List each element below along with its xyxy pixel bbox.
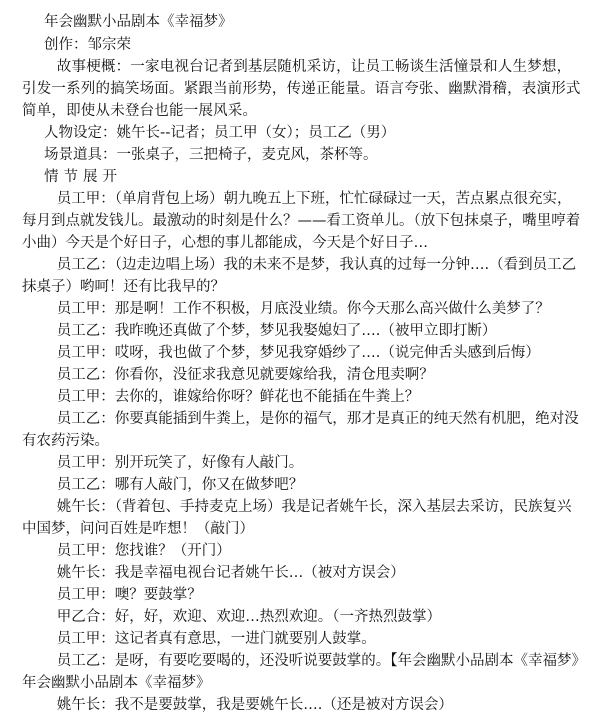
line-text: 你要真能插到牛粪上，是你的福气，那才是真正的纯天然有机肥，绝对没有农药污染。: [22, 411, 579, 449]
dialogue-line: [22, 694, 582, 716]
line-text: 我是幸福电视台记者姚午长…（被对方误会）: [114, 565, 405, 581]
speaker: 员工乙 ：: [57, 653, 115, 669]
dialogue-line: [22, 496, 582, 540]
dialogue-line: [22, 254, 582, 298]
line-text: 别开玩笑了，好像有人敲门。: [114, 455, 304, 471]
line-text: （边走边唱上场）我的未来不是梦，我认真的过每一分钟….（看到员工乙抹桌子）哟呵！还有比我早的？: [22, 257, 577, 295]
dialogue-line: [22, 562, 582, 584]
author-name: 邹宗荣: [87, 37, 131, 53]
speaker: 员工甲 ：: [57, 455, 115, 471]
speaker: 员工乙 ：: [57, 257, 115, 273]
speaker: 员工甲 ：: [57, 587, 115, 603]
speaker: 姚午长 ：: [57, 499, 115, 515]
dialogue-line: [22, 606, 582, 628]
line-text: （单肩背包上场）朝九晚五上下班，忙忙碌碌过一天，苦点累点很充实，每月到点就发钱儿。最激动的时刻是什么？——看工资单儿。（放下包抹桌子，嘴里哼着小曲）今天是个好日子，心想的事儿都能成，今天是个好日子…: [22, 191, 581, 251]
author-line: [22, 34, 582, 56]
dialogue: [22, 188, 582, 716]
line-text: 是呀，有要吃要喝的，还没听说要鼓掌的。【年会幽默小品剧本《幸福梦》年会幽默小品剧本《幸福梦》: [22, 653, 579, 691]
speaker: 姚午长 ：: [57, 697, 115, 713]
author-label: 创作：: [44, 37, 88, 53]
line-text: 好，好，欢迎、欢迎…热烈欢迎。（一齐热烈鼓掌）: [114, 609, 442, 625]
speaker: 员工甲 ：: [57, 389, 115, 405]
dialogue-line: [22, 342, 582, 364]
section-heading: 情节展开: [44, 169, 122, 185]
props-line: 场景道具：一张桌子，三把椅子，麦克风，茶杯等。: [44, 147, 378, 163]
dialogue-line: [22, 298, 582, 320]
speaker: 员工乙 ：: [57, 477, 115, 493]
speaker: 员工甲 ：: [57, 301, 115, 317]
speaker: 姚午长 ：: [57, 565, 115, 581]
speaker: 员工甲 ：: [57, 631, 115, 647]
line-text: 我昨晚还真做了个梦，梦见我娶媳妇了….（被甲立即打断）: [114, 323, 497, 339]
document-title: 年会幽默小品剧本《幸福梦》: [44, 14, 233, 30]
dialogue-line: [22, 650, 582, 694]
dialogue-line: [22, 584, 582, 606]
dialogue-line: [22, 408, 582, 452]
dialogue-line: [22, 628, 582, 650]
speaker: 员工乙 ：: [57, 411, 115, 427]
speaker: 甲乙合 ：: [57, 609, 115, 625]
characters-line: 人物设定：姚午长--记者；员工甲（女）；员工乙（男）: [44, 125, 396, 141]
speaker: 员工乙 ：: [57, 367, 115, 383]
speaker: 员工乙 ：: [57, 323, 115, 339]
line-text: 去你的，谁嫁给你呀？鲜花也不能插在牛粪上？: [114, 389, 420, 405]
line-text: 那是啊！工作不积极，月底没业绩。你今天那么高兴做什么美梦了？: [114, 301, 550, 317]
dialogue-line: [22, 540, 582, 562]
line-text: 我不是要鼓掌，我是要姚午长….（还是被对方误会）: [114, 697, 453, 713]
speaker: 员工甲 ：: [57, 345, 115, 361]
speaker: 员工甲 ：: [57, 191, 115, 207]
line-text: 您找谁？（开门）: [114, 543, 231, 559]
line-text: （背着包、手持麦克上场）我是记者姚午长，深入基层去采访，民族复兴中国梦，问问百姓是咋想！（敲门）: [22, 499, 572, 537]
line-text: 这记者真有意思，一进门就要别人鼓掌。: [114, 631, 376, 647]
line-text: 哪有人敲门，你又在做梦吧？: [114, 477, 304, 493]
dialogue-line: [22, 320, 582, 342]
dialogue-line: [22, 452, 582, 474]
dialogue-line: [22, 188, 582, 254]
dialogue-line: [22, 364, 582, 386]
speaker: 员工甲 ：: [57, 543, 115, 559]
line-text: 你看你，没征求我意见就要嫁给我，清仓甩卖啊？: [114, 367, 434, 383]
dialogue-line: [22, 474, 582, 496]
line-text: 哎呀，我也做了个梦，梦见我穿婚纱了….（说完伸舌头感到后悔）: [114, 345, 540, 361]
line-text: 噢？要鼓掌？: [114, 587, 202, 603]
summary-paragraph: 故事梗概：一家电视台记者到基层随机采访，让员工畅谈生活憧景和人生梦想，引发一系列的搞笑场面。紧跟当前形势，传递正能量。语言夸张、幽默滑稽，表演形式简单，即使从未登台也能一展风采。: [22, 59, 581, 119]
dialogue-line: [22, 386, 582, 408]
